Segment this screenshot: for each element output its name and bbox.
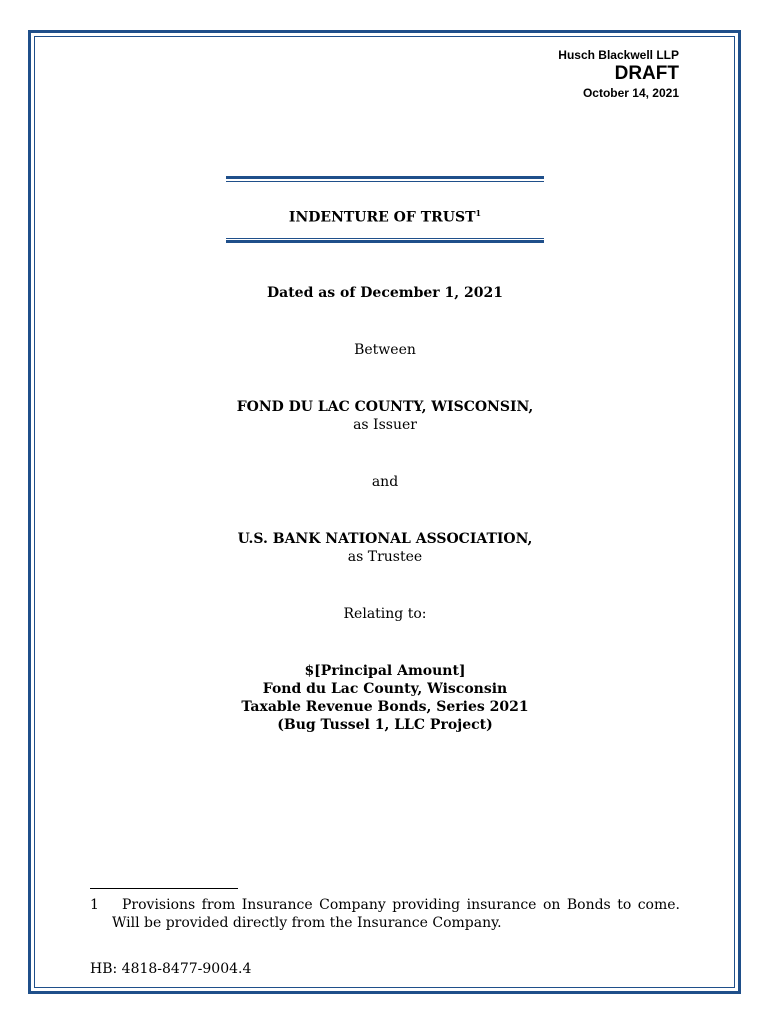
issuer-role: as Issuer <box>353 417 417 433</box>
title-rule-top <box>226 176 544 179</box>
footnote-separator <box>90 888 238 889</box>
document-id: HB: 4818-8477-9004.4 <box>90 961 252 977</box>
footnote <box>90 896 680 932</box>
and-line: and <box>371 474 399 490</box>
issuer-name: FOND DU LAC COUNTY, WISCONSIN, <box>236 399 534 415</box>
trustee-role: as Trustee <box>347 549 423 565</box>
title-rule-bottom <box>226 240 544 243</box>
bond-series: Taxable Revenue Bonds, Series 2021 <box>241 699 529 715</box>
dated-line: Dated as of December 1, 2021 <box>266 285 503 301</box>
bond-issuer: Fond du Lac County, Wisconsin <box>262 681 508 697</box>
firm-name: Husch Blackwell LLP <box>558 48 679 62</box>
trustee-name: U.S. BANK NATIONAL ASSOCIATION, <box>237 531 533 547</box>
document-title-text: INDENTURE OF TRUST <box>288 209 476 226</box>
document-title <box>0 204 770 227</box>
footnote-number: 1 <box>90 897 99 913</box>
footnote-text: Provisions from Insurance Company providing insurance on Bonds to come. Will be provided directly from the Insurance Company. <box>112 897 680 931</box>
title-footnote-ref: 1 <box>475 208 482 218</box>
bond-project: (Bug Tussel 1, LLC Project) <box>277 717 493 733</box>
bond-amount: $[Principal Amount] <box>304 663 466 679</box>
title-rule-bottom-thin <box>226 238 544 239</box>
relating-line: Relating to: <box>343 606 427 622</box>
draft-status: DRAFT <box>614 63 679 84</box>
draft-date: October 14, 2021 <box>582 86 679 100</box>
between-line: Between <box>354 342 416 358</box>
title-rule-top-thin <box>226 181 544 182</box>
draft-header <box>558 47 679 101</box>
